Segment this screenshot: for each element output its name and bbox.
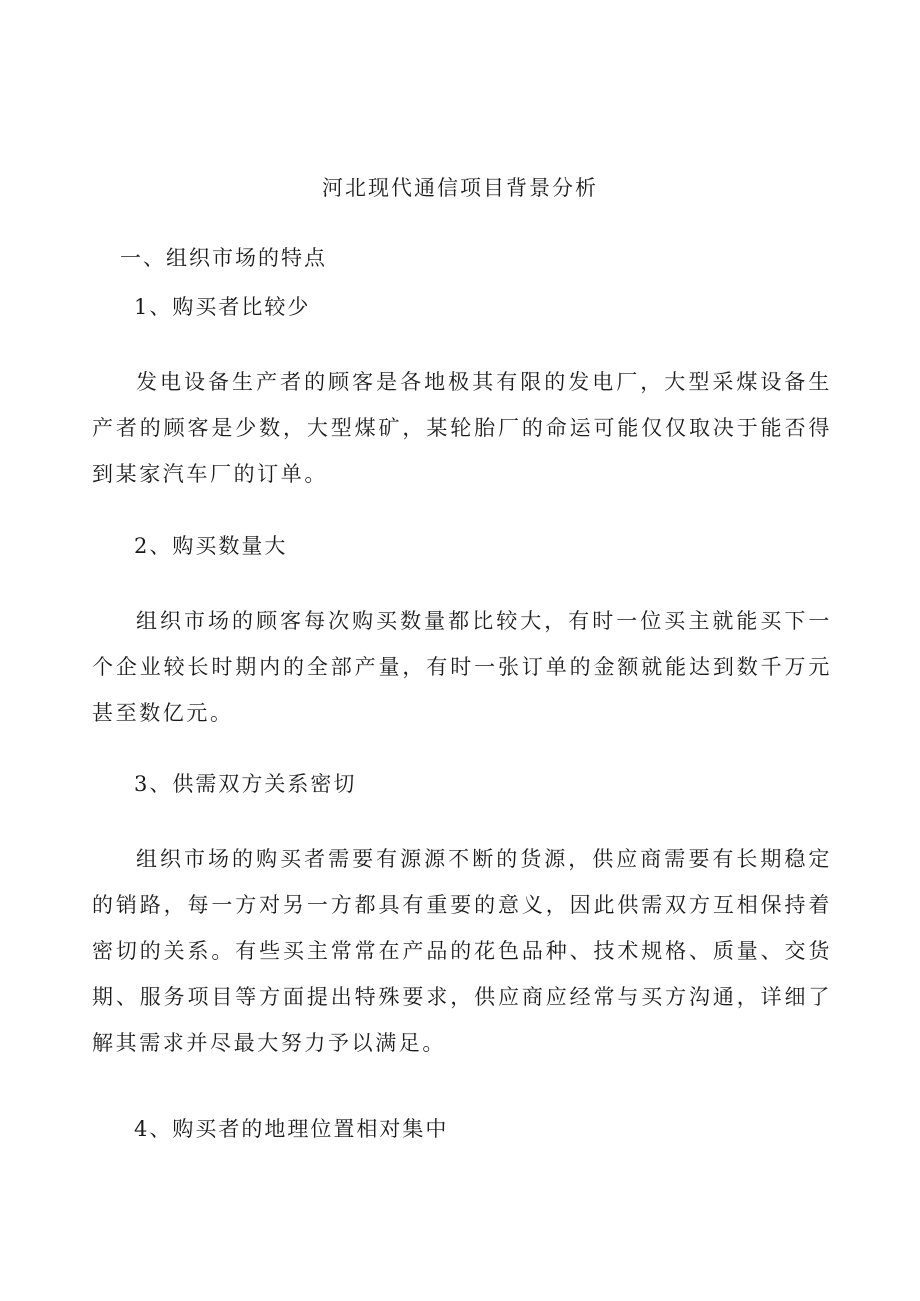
item-paragraph-1: 发电设备生产者的顾客是各地极其有限的发电厂，大型采煤设备生产者的顾客是少数，大型煤矿，某轮胎厂的命运可能仅仅取决于能否得到某家汽车厂的订单。 (92, 370, 832, 486)
item-paragraph-2: 组织市场的顾客每次购买数量都比较大，有时一位买主就能买下一个企业较长时期内的全部产量，有时一张订单的金额就能达到数千万元甚至数亿元。 (92, 609, 832, 725)
item-paragraph-3: 组织市场的购买者需要有源源不断的货源，供应商需要有长期稳定的销路，每一方对另一方都具有重要的意义，因此供需双方互相保持着密切的关系。有些买主常常在产品的花色品种、技术规格、质量、交货期、服务项目等方面提出特殊要求，供应商应经常与买方沟通，详细了解其需求并尽最大努力予以满足。 (92, 847, 832, 1055)
item-heading-3: 3、供需双方关系密切 (134, 772, 357, 796)
section-heading: 一、组织市场的特点 (120, 246, 327, 270)
document-title: 河北现代通信项目背景分析 (322, 176, 598, 200)
item-heading-4: 4、购买者的地理位置相对集中 (134, 1117, 449, 1141)
item-heading-2: 2、购买数量大 (134, 534, 288, 558)
item-heading-1: 1、购买者比较少 (134, 295, 311, 319)
